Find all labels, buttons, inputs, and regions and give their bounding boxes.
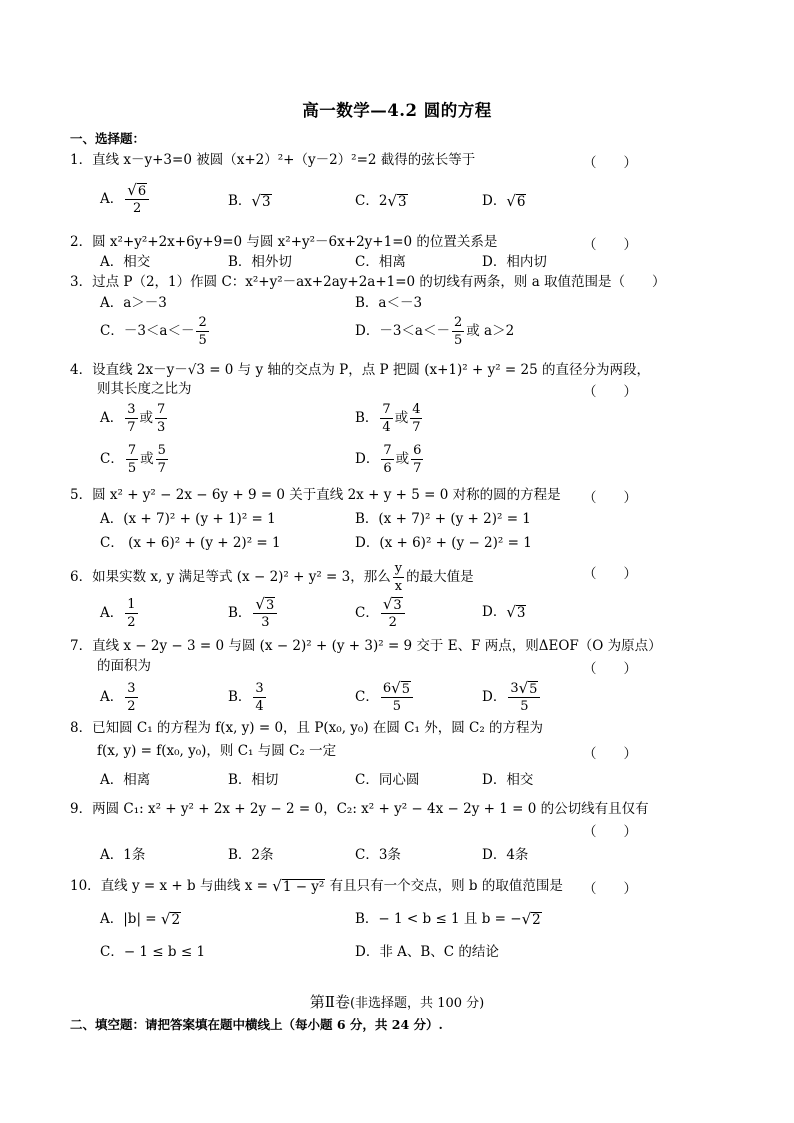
q1-stem — [70, 151, 475, 169]
q10-option-b: B．− 1 < b ≤ 1 且 b = − √ 2 — [355, 910, 541, 928]
q9-option-a: A．1条 — [100, 847, 146, 863]
q8-answer-paren: （ ） — [583, 746, 637, 762]
q4-option-b: B． $\frac{7}{4}$ 或 $\frac{4}{7}$ — [355, 402, 421, 435]
q2-option-d: D．相内切 — [482, 254, 547, 270]
q5-option-a: A．(x + 7)² + (y + 1)² = 1 — [100, 511, 276, 527]
q3-option-a: A．a＞－3 — [100, 295, 167, 311]
q7-option-d: D． 3 √ 5 5 — [482, 680, 542, 715]
q2-option-a: A．相交 — [100, 254, 151, 270]
q9-stem: 9．两圆 C₁: x² + y² + 2x + 2y − 2 = 0，C₂: x² + y² − 4x − 2y + 1 = 0 的公切线有且仅有 — [70, 801, 649, 817]
q9-option-d: D．4条 — [482, 847, 529, 863]
page-title: 高一数学—4.2 圆的方程 — [302, 101, 492, 120]
q4-option-c: C． $\frac{7}{5}$ 或 $\frac{5}{7}$ — [100, 443, 166, 476]
q3-option-c: C．－3＜a＜－ $\frac{2}{5}$ — [100, 315, 207, 348]
q4-stem-line2: 则其长度之比为 — [97, 381, 192, 397]
q5-option-b: B．(x + 7)² + (y + 2)² = 1 — [355, 511, 531, 527]
q10-option-d: D．非 A、B、C 的结论 — [355, 944, 499, 960]
q3-option-b: B．a＜－3 — [355, 295, 423, 311]
q2-stem: 2．圆 x²+y²+2x+6y+9=0 与圆 x²+y²－6x+2y+1=0 的位置关系是 — [70, 234, 498, 250]
q2-answer-paren: （ ） — [583, 237, 637, 253]
section-heading-choice: 一、选择题： — [70, 131, 146, 146]
q6-option-b: B． √ 3 3 — [228, 596, 279, 631]
q10-answer-paren: （ ） — [583, 881, 637, 897]
q5-option-d: D．(x + 6)² + (y − 2)² = 1 — [355, 535, 532, 551]
q8-option-d: D．相交 — [482, 772, 534, 788]
q3-option-d: D．－3＜a＜－ $\frac{2}{5}$ 或 a＞2 — [355, 315, 515, 348]
q2-option-c: C．相离 — [355, 254, 406, 270]
q1-answer-paren: （ ） — [583, 155, 637, 171]
q10-option-a: A．|b| = √ 2 — [100, 910, 181, 928]
q7-stem-line1: 7．直线 x − 2y − 3 = 0 与圆 (x − 2)² + (y + 3)² = 9 交于 E、F 两点，则ΔEOF（O 为原点） — [70, 638, 662, 654]
q7-option-b: B． $\frac{3}{4}$ — [228, 681, 264, 714]
q6-option-a: A． $\frac{1}{2}$ — [100, 597, 136, 630]
q4-answer-paren: （ ） — [583, 384, 637, 400]
q8-stem-line2: f(x, y) = f(x₀, y₀)，则 C₁ 与圆 C₂ 一定 — [97, 743, 337, 759]
q1-option-d: D． √ 6 — [482, 192, 526, 210]
q7-stem-line2: 的面积为 — [97, 658, 151, 674]
q9-answer-paren: （ ） — [583, 824, 637, 840]
q3-stem: 3．过点 P（2，1）作圆 C：x²+y²－ax+2ay+2a+1=0 的切线有两条，则 a 取值范围是（ ） — [70, 274, 666, 290]
q4-option-a: A． $\frac{3}{7}$ 或 $\frac{7}{3}$ — [100, 402, 166, 435]
q8-stem-line1: 8．已知圆 C₁ 的方程为 f(x, y) = 0，且 P(x₀, y₀) 在圆 C₁ 外，圆 C₂ 的方程为 — [70, 720, 544, 736]
q9-option-b: B．2条 — [228, 847, 274, 863]
q7-answer-paren: （ ） — [583, 661, 637, 677]
q1-text: 直线 x－y+3=0 被圆（x+2）²+（y－2）²=2 截得的弦长等于 — [92, 152, 476, 168]
q10-stem: 10．直线 y = x + b 与曲线 x = √ 1 − y² 有且只有一个交点，则 b 的取值范围是 — [70, 877, 563, 895]
part2-title: 第Ⅱ卷(非选择题，共 100 分) — [309, 993, 485, 1011]
q7-option-c: C． 6 √ 5 5 — [355, 680, 415, 715]
q8-option-a: A．相离 — [100, 772, 151, 788]
q5-option-c: C． (x + 6)² + (y + 2)² = 1 — [100, 535, 281, 551]
q1-a-fraction: √ 6 2 — [125, 182, 149, 217]
q1-option-c: C．2 √ 3 — [355, 192, 407, 210]
q10-option-c: C．− 1 ≤ b ≤ 1 — [100, 944, 206, 960]
q2-option-b: B．相外切 — [228, 254, 292, 270]
section-heading-fill: 二、填空题：请把答案填在题中横线上（每小题 6 分，共 24 分）. — [70, 1017, 443, 1032]
q6-answer-paren: （ ） — [583, 566, 637, 582]
q9-option-c: C．3条 — [355, 847, 401, 863]
q8-option-c: C．同心圆 — [355, 772, 420, 788]
q1-option-b: B． √ 3 — [228, 192, 271, 210]
q4-stem-line1: 4．设直线 2x－y－√3 = 0 与 y 轴的交点为 P，点 P 把圆 (x+1)² + y² = 25 的直径分为两段， — [70, 362, 650, 378]
q6-stem: 6．如果实数 x, y 满足等式 (x − 2)² + y² = 3，那么 $\frac{y}{x}$ 的最大值是 — [70, 561, 474, 594]
q1-number: 1． — [70, 152, 93, 168]
q8-option-b: B．相切 — [228, 772, 279, 788]
q7-option-a: A． $\frac{3}{2}$ — [100, 681, 136, 714]
q5-answer-paren: （ ） — [583, 490, 637, 506]
q1-option-a: A． √ 6 2 — [100, 182, 151, 217]
q6-option-c: C． √ 3 2 — [355, 596, 407, 631]
q5-stem: 5．圆 x² + y² − 2x − 6y + 9 = 0 关于直线 2x + y + 5 = 0 对称的圆的方程是 — [70, 487, 561, 503]
q6-option-d: D． √ 3 — [482, 603, 526, 621]
q4-option-d: D． $\frac{7}{6}$ 或 $\frac{6}{7}$ — [355, 443, 422, 476]
